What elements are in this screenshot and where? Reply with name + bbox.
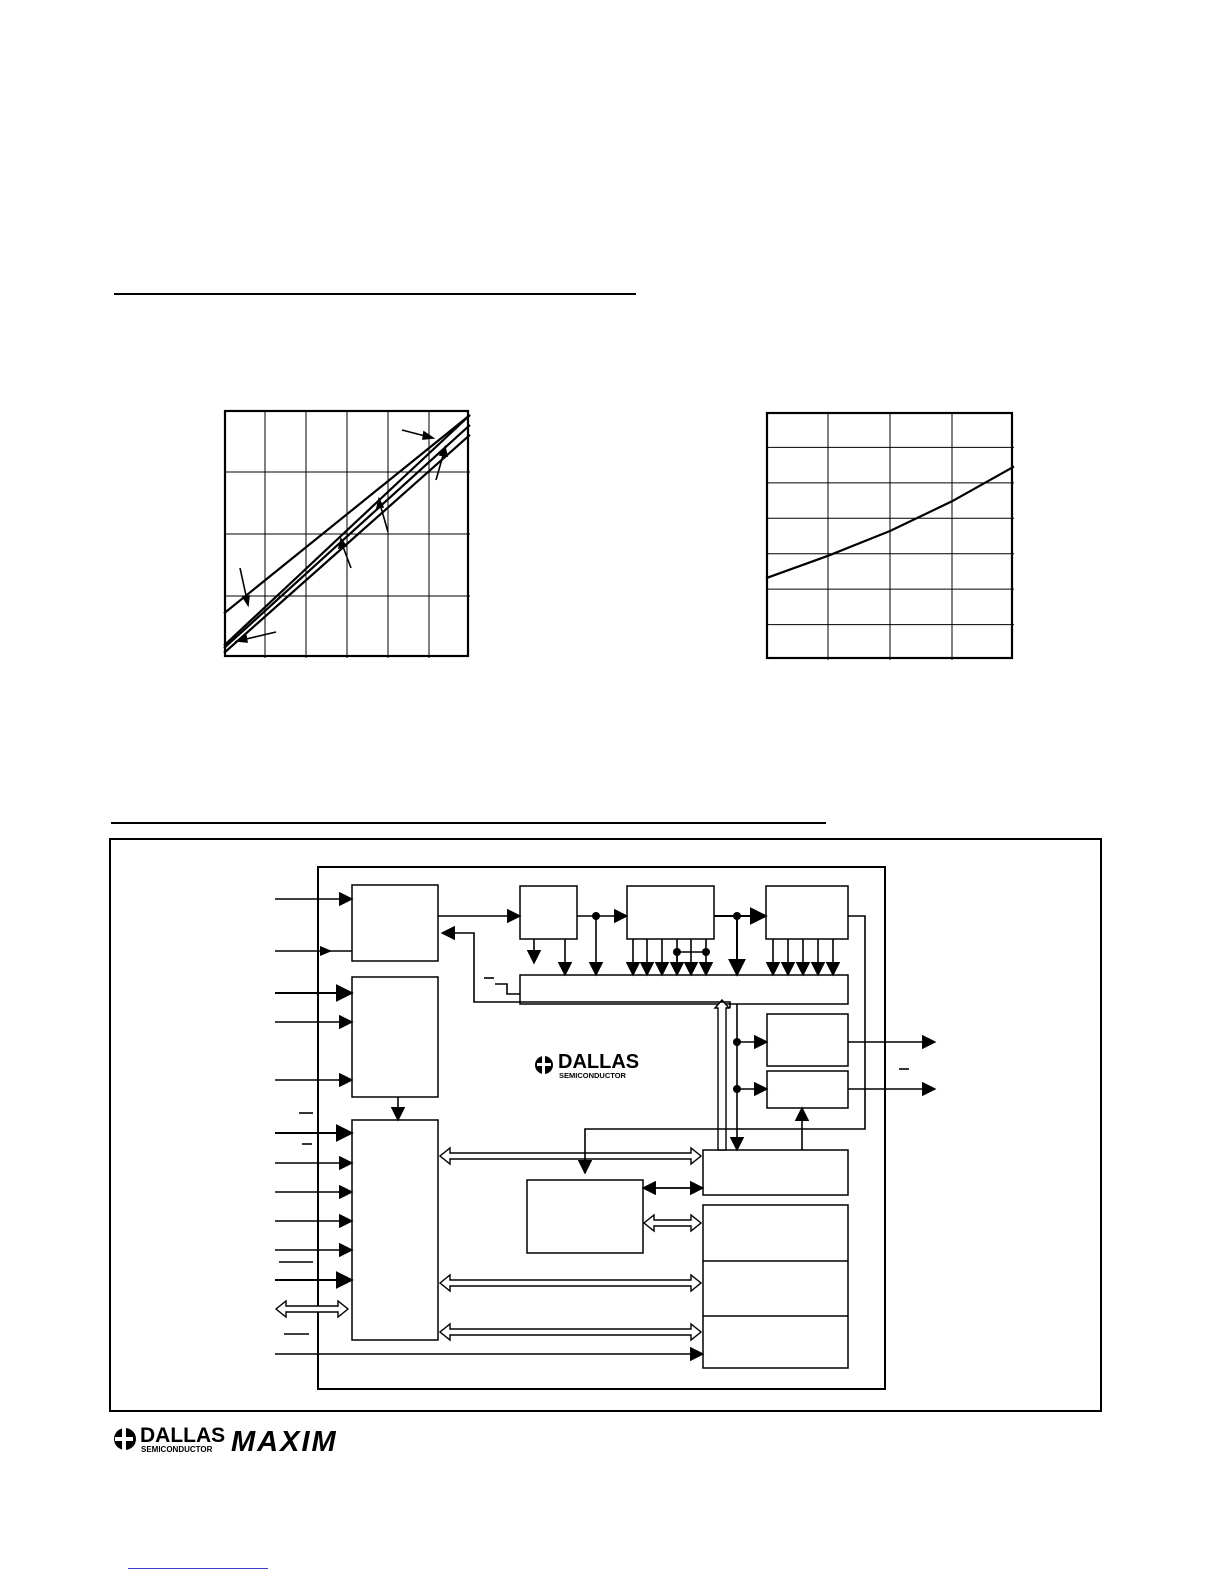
registers-block: [703, 1150, 848, 1195]
chart-right: [766, 412, 1014, 660]
clock-calendar-bus-block: [520, 975, 848, 1004]
bus-interface-block: [352, 1120, 438, 1340]
dallas-logo-diagram: [535, 1051, 639, 1080]
bidirectional-buses: [276, 1000, 729, 1340]
chart-left: [224, 410, 470, 658]
counter-chain-1-block: [627, 886, 714, 939]
dallas-subtitle-footer: SEMICONDUCTOR: [141, 1445, 213, 1454]
dallas-logo-footer: [114, 1424, 225, 1454]
chip-outline: [318, 867, 885, 1389]
oscillator-block: [352, 885, 438, 961]
square-wave-output-block: [767, 1014, 848, 1066]
footer-link[interactable]: [128, 1568, 268, 1569]
interrupt-output-block: [767, 1071, 848, 1108]
control-logic-block: [527, 1180, 643, 1253]
power-control-block: [352, 977, 438, 1097]
block-diagram: [109, 838, 1103, 1414]
divider-block: [520, 886, 577, 939]
section-rule-block-diagram: [111, 822, 826, 824]
internal-connections: [398, 916, 935, 1188]
counter-chain-2-block: [766, 886, 848, 939]
dallas-wordmark-diagram: DALLAS: [558, 1051, 640, 1073]
dallas-wordmark-footer: DALLAS: [140, 1424, 226, 1447]
ram-block: [703, 1205, 848, 1368]
section-rule-typical-characteristics: [114, 293, 636, 295]
chart-right-grid: [766, 412, 1014, 660]
dallas-subtitle-diagram: SEMICONDUCTOR: [559, 1071, 626, 1080]
footer-logos: [113, 1424, 423, 1458]
maxim-wordmark: MAXIM: [231, 1426, 338, 1458]
